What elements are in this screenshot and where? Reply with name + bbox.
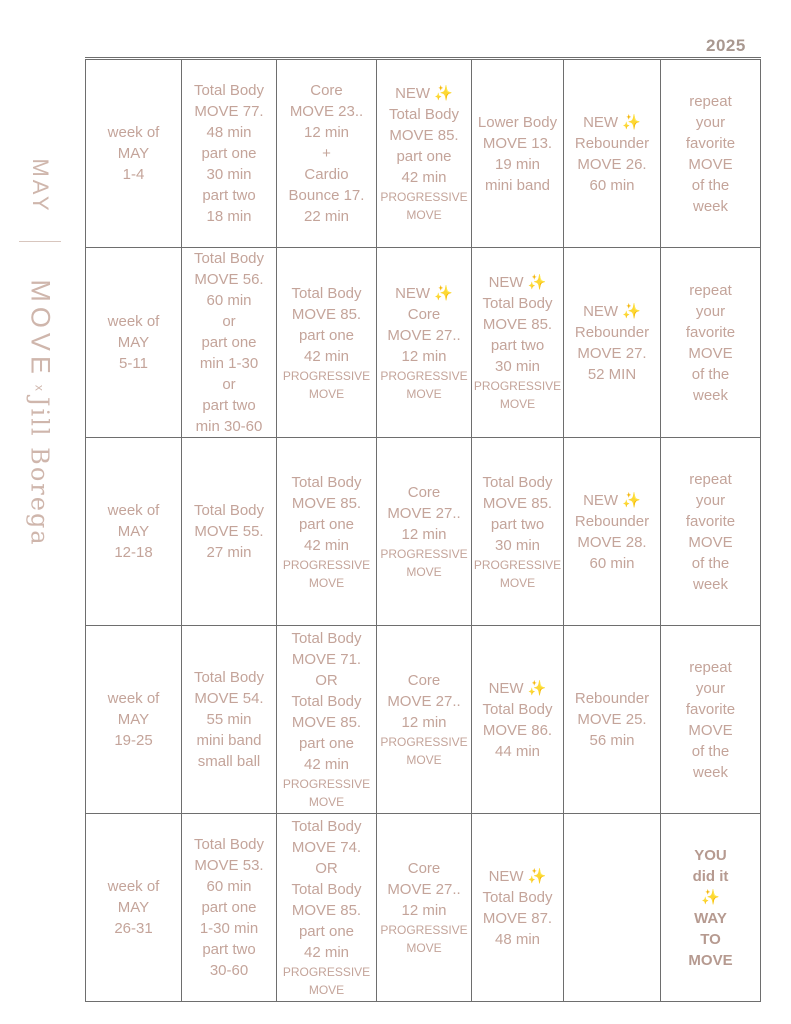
workout-line: 30 min bbox=[206, 166, 252, 183]
workout-line: NEW ✨ bbox=[488, 679, 547, 697]
workout-line: 30 min bbox=[494, 358, 541, 375]
sparkle-icon: ✨ bbox=[527, 867, 547, 885]
workout-line: Total Body bbox=[193, 836, 265, 853]
workout-line: MOVE 54. bbox=[194, 690, 264, 707]
workout-line: MOVE 85. bbox=[291, 305, 362, 323]
week-row bbox=[86, 438, 761, 626]
workout-line: MOVE 85. bbox=[291, 494, 362, 512]
workout-line: MOVE bbox=[308, 983, 345, 997]
workout-line: Rebounder bbox=[574, 134, 650, 152]
workout-line: small ball bbox=[197, 753, 261, 770]
workout-line: of the bbox=[691, 365, 730, 383]
workout-line: MOVE bbox=[688, 951, 733, 969]
workout-line: did it bbox=[692, 867, 729, 885]
week-label-line: week of bbox=[107, 502, 160, 519]
workout-line: MOVE bbox=[406, 386, 442, 401]
workout-line: Total Body bbox=[482, 700, 553, 718]
workout-line: 56 min bbox=[589, 732, 635, 749]
workout-line: 30 min bbox=[494, 536, 541, 554]
week-label bbox=[86, 626, 182, 814]
week-label-line: week of bbox=[107, 878, 160, 895]
workout-line: part one bbox=[298, 515, 355, 533]
workout-line: 12 min bbox=[401, 902, 447, 919]
workout-line: PROGRESSIVE bbox=[282, 965, 371, 979]
workout-line: MOVE 25. bbox=[577, 711, 647, 728]
workout-line: Total Body bbox=[291, 881, 362, 898]
sparkle-icon: ✨ bbox=[622, 491, 641, 509]
workout-cell bbox=[277, 60, 377, 248]
workout-calendar bbox=[85, 59, 761, 1002]
workout-line: part two bbox=[490, 337, 545, 354]
workout-line: MOVE bbox=[499, 575, 536, 590]
workout-line: 60 min bbox=[589, 554, 635, 572]
workout-line: part one bbox=[201, 334, 257, 351]
workout-line: NEW ✨ bbox=[488, 274, 547, 291]
workout-line: Total Body bbox=[291, 473, 362, 491]
workout-line: 60 min bbox=[206, 292, 252, 309]
workout-cell bbox=[377, 60, 472, 248]
workout-line: part one bbox=[201, 145, 257, 162]
workout-line: 30-60 bbox=[209, 962, 249, 979]
week-label bbox=[86, 814, 182, 1002]
workout-line: Core bbox=[407, 860, 441, 877]
workout-line: NEW ✨ bbox=[395, 85, 453, 102]
workout-line: 1-30 min bbox=[199, 920, 259, 937]
workout-line: PROGRESSIVE bbox=[380, 547, 468, 561]
workout-cell bbox=[472, 438, 564, 626]
workout-line: PROGRESSIVE bbox=[380, 190, 468, 204]
workout-cell bbox=[182, 248, 277, 438]
workout-line: MOVE 27.. bbox=[387, 505, 461, 522]
workout-line: of the bbox=[691, 176, 730, 194]
workout-line: MOVE 27. bbox=[577, 344, 647, 362]
workout-line: MOVE bbox=[688, 344, 733, 362]
workout-cell bbox=[472, 60, 564, 248]
workout-line: WAY bbox=[694, 909, 727, 927]
workout-line: Rebounder bbox=[574, 690, 650, 707]
workout-line: MOVE 26. bbox=[577, 155, 647, 173]
week-label-line: 1-4 bbox=[122, 166, 145, 183]
workout-line: MOVE 55. bbox=[194, 523, 264, 540]
workout-cell bbox=[661, 438, 761, 626]
sparkle-icon: ✨ bbox=[434, 284, 453, 302]
workout-line: or bbox=[222, 376, 236, 393]
workout-line: your bbox=[695, 491, 726, 509]
workout-line: PROGRESSIVE bbox=[282, 557, 371, 572]
workout-line: Total Body bbox=[291, 693, 362, 710]
workout-line: PROGRESSIVE bbox=[380, 923, 468, 937]
workout-cell bbox=[564, 438, 661, 626]
week-label-line: MAY bbox=[117, 899, 150, 916]
workout-line: Core bbox=[407, 672, 441, 689]
workout-line: repeat bbox=[689, 92, 732, 110]
workout-line: Cardio bbox=[304, 166, 349, 183]
sidebar-brand bbox=[25, 279, 56, 546]
workout-line: mini band bbox=[484, 176, 551, 194]
workout-line: MOVE bbox=[688, 533, 733, 551]
week-row bbox=[86, 60, 761, 248]
week-label-line: week of bbox=[107, 313, 160, 330]
workout-cell bbox=[661, 814, 761, 1002]
workout-line: Rebounder bbox=[574, 512, 650, 530]
workout-line: Total Body bbox=[193, 669, 265, 686]
workout-line: Total Body bbox=[388, 106, 460, 123]
workout-cell bbox=[277, 438, 377, 626]
workout-line: week bbox=[692, 197, 729, 215]
workout-line: of the bbox=[691, 554, 730, 572]
workout-line: week bbox=[692, 763, 729, 781]
workout-line: mini band bbox=[196, 732, 262, 749]
workout-line: MOVE 56. bbox=[194, 271, 264, 288]
workout-cell bbox=[182, 814, 277, 1002]
workout-cell bbox=[277, 248, 377, 438]
workout-line: 12 min bbox=[401, 714, 447, 731]
workout-line: 55 min bbox=[206, 711, 252, 728]
week-label-line: 5-11 bbox=[119, 355, 148, 372]
workout-line: MOVE 85. bbox=[482, 316, 553, 333]
workout-line: part one bbox=[201, 899, 257, 916]
sparkle-icon: ✨ bbox=[622, 302, 641, 320]
workout-line: your bbox=[695, 679, 726, 697]
workout-line: PROGRESSIVE bbox=[473, 557, 562, 572]
week-label-line: MAY bbox=[117, 523, 150, 540]
week-label bbox=[86, 60, 182, 248]
workout-line: your bbox=[695, 302, 726, 320]
workout-line: 12 min bbox=[401, 347, 447, 365]
workout-cell bbox=[182, 626, 277, 814]
workout-line: Total Body bbox=[193, 82, 265, 99]
workout-line: MOVE bbox=[308, 575, 345, 590]
workout-line: 60 min bbox=[589, 176, 635, 194]
workout-line: part one bbox=[298, 923, 355, 940]
workout-line: part two bbox=[202, 397, 256, 414]
workout-line: OR bbox=[315, 860, 338, 877]
workout-line: MOVE 27.. bbox=[387, 326, 461, 344]
year-label: 2025 bbox=[706, 36, 746, 55]
week-label-line: 12-18 bbox=[114, 544, 153, 561]
workout-line: 27 min bbox=[206, 544, 252, 561]
brand-move: MOVE bbox=[25, 279, 56, 379]
workout-line: OR bbox=[315, 672, 338, 689]
top-rule bbox=[85, 57, 761, 58]
sparkle-icon: ✨ bbox=[701, 888, 720, 906]
workout-line: Core bbox=[310, 82, 343, 99]
workout-line: favorite bbox=[685, 323, 736, 341]
sidebar-month: MAY bbox=[28, 158, 53, 214]
workout-line: PROGRESSIVE bbox=[282, 777, 371, 791]
workout-line: MOVE bbox=[406, 208, 442, 222]
workout-line: favorite bbox=[685, 700, 736, 718]
workout-line: 48 min bbox=[494, 930, 541, 948]
workout-line: PROGRESSIVE bbox=[473, 379, 562, 393]
workout-line: 60 min bbox=[206, 878, 252, 895]
workout-cell bbox=[564, 60, 661, 248]
workout-line: Bounce 17. bbox=[288, 187, 365, 204]
workout-line: min 30-60 bbox=[195, 418, 263, 435]
workout-line: Total Body bbox=[482, 888, 553, 906]
workout-line: part one bbox=[298, 735, 355, 752]
workout-cell bbox=[182, 60, 277, 248]
workout-line: TO bbox=[700, 930, 721, 948]
workout-line: part two bbox=[202, 187, 256, 204]
workout-line: part two bbox=[490, 515, 545, 533]
workout-cell bbox=[277, 814, 377, 1002]
week-row bbox=[86, 814, 761, 1002]
workout-line: MOVE 85. bbox=[291, 902, 362, 919]
workout-line: MOVE 77. bbox=[194, 103, 264, 120]
workout-cell bbox=[277, 626, 377, 814]
week-label-line: 26-31 bbox=[114, 920, 153, 937]
week-label-line: 19-25 bbox=[114, 732, 153, 749]
workout-line: repeat bbox=[689, 658, 732, 676]
workout-line: 48 min bbox=[206, 124, 252, 141]
workout-cell bbox=[377, 626, 472, 814]
workout-line: MOVE bbox=[308, 386, 345, 401]
workout-line: favorite bbox=[685, 512, 736, 530]
workout-line: NEW ✨ bbox=[488, 867, 547, 885]
workout-line: MOVE 85. bbox=[291, 714, 362, 731]
workout-line: 42 min bbox=[303, 347, 350, 365]
workout-line: favorite bbox=[685, 134, 736, 152]
workout-cell bbox=[661, 248, 761, 438]
workout-line: part two bbox=[202, 941, 256, 958]
workout-line: week bbox=[692, 386, 729, 404]
workout-line: repeat bbox=[689, 470, 732, 488]
workout-line: 12 min bbox=[401, 526, 447, 543]
workout-cell bbox=[564, 626, 661, 814]
workout-line: MOVE 87. bbox=[482, 909, 553, 927]
workout-cell bbox=[472, 814, 564, 1002]
workout-line: or bbox=[222, 313, 236, 330]
workout-cell bbox=[661, 60, 761, 248]
workout-line: MOVE 71. bbox=[291, 651, 362, 668]
week-row bbox=[86, 626, 761, 814]
workout-line: Lower Body bbox=[477, 113, 558, 131]
workout-cell bbox=[472, 626, 564, 814]
workout-line: Core bbox=[407, 305, 441, 323]
workout-line: Rebounder bbox=[574, 323, 650, 341]
workout-cell bbox=[564, 248, 661, 438]
workout-line: week bbox=[692, 575, 729, 593]
workout-line: repeat bbox=[689, 281, 732, 299]
workout-line: MOVE bbox=[499, 397, 536, 411]
workout-line bbox=[661, 887, 760, 908]
workout-line: Total Body bbox=[291, 818, 362, 835]
workout-line: MOVE 27.. bbox=[387, 693, 461, 710]
workout-cell bbox=[182, 438, 277, 626]
workout-line: 42 min bbox=[401, 169, 447, 186]
workout-line: 42 min bbox=[303, 944, 350, 961]
brand-name: Jill Borega bbox=[26, 396, 54, 547]
workout-cell bbox=[472, 248, 564, 438]
workout-line: min 1-30 bbox=[199, 355, 259, 372]
workout-line: Total Body bbox=[291, 630, 362, 647]
workout-line: Total Body bbox=[482, 473, 553, 491]
brand-x: x bbox=[33, 384, 47, 391]
week-label-line: MAY bbox=[117, 334, 150, 351]
workout-line: 19 min bbox=[494, 155, 541, 173]
workout-line: Total Body bbox=[193, 502, 265, 519]
workout-line: part one bbox=[298, 326, 355, 344]
workout-line: PROGRESSIVE bbox=[380, 368, 468, 383]
week-label bbox=[86, 438, 182, 626]
workout-line: MOVE bbox=[688, 155, 733, 173]
workout-line: MOVE bbox=[406, 753, 442, 767]
workout-line: 52 MIN bbox=[587, 365, 637, 383]
workout-line: Core bbox=[407, 484, 441, 501]
week-label-line: MAY bbox=[117, 145, 150, 162]
workout-line: 42 min bbox=[303, 536, 350, 554]
workout-line: Total Body bbox=[193, 250, 265, 267]
workout-cell bbox=[377, 248, 472, 438]
workout-line: MOVE 27.. bbox=[387, 881, 461, 898]
workout-line: 12 min bbox=[303, 124, 350, 141]
workout-line: MOVE 86. bbox=[482, 721, 553, 739]
workout-line: MOVE 74. bbox=[291, 839, 362, 856]
workout-line: MOVE 53. bbox=[194, 857, 264, 874]
sparkle-icon: ✨ bbox=[434, 85, 453, 102]
workout-line: 42 min bbox=[303, 756, 350, 773]
sparkle-icon: ✨ bbox=[527, 274, 547, 291]
workout-line: MOVE 28. bbox=[577, 533, 647, 551]
week-label-line: week of bbox=[107, 690, 160, 707]
workout-line: PROGRESSIVE bbox=[282, 368, 371, 383]
workout-line: YOU bbox=[694, 846, 727, 864]
workout-line: MOVE 13. bbox=[482, 134, 553, 152]
workout-line: of the bbox=[691, 742, 730, 760]
workout-line: + bbox=[322, 145, 331, 162]
workout-line: NEW ✨ bbox=[395, 284, 453, 302]
workout-cell bbox=[377, 814, 472, 1002]
workout-line: 44 min bbox=[494, 742, 541, 760]
workout-line: MOVE 85. bbox=[482, 494, 553, 512]
workout-line: MOVE bbox=[688, 721, 733, 739]
workout-line: MOVE 85. bbox=[389, 127, 459, 144]
workout-line: 18 min bbox=[206, 208, 252, 225]
workout-line: NEW ✨ bbox=[583, 491, 641, 509]
workout-line: MOVE bbox=[406, 941, 442, 955]
workout-line: your bbox=[695, 113, 726, 131]
week-label bbox=[86, 248, 182, 438]
sparkle-icon: ✨ bbox=[527, 679, 547, 697]
workout-line: MOVE 23.. bbox=[289, 103, 364, 120]
week-row bbox=[86, 248, 761, 438]
workout-line: NEW ✨ bbox=[583, 113, 641, 131]
workout-line: MOVE bbox=[308, 795, 345, 809]
workout-line: Total Body bbox=[482, 295, 553, 312]
workout-cell bbox=[564, 814, 661, 1002]
week-label-line: week of bbox=[107, 124, 160, 141]
workout-line: part one bbox=[396, 148, 452, 165]
sidebar-divider bbox=[19, 241, 61, 242]
workout-line: MOVE bbox=[406, 565, 442, 579]
sparkle-icon: ✨ bbox=[622, 113, 641, 131]
workout-cell bbox=[377, 438, 472, 626]
workout-cell bbox=[661, 626, 761, 814]
workout-line: 22 min bbox=[303, 208, 350, 225]
workout-line: NEW ✨ bbox=[583, 302, 641, 320]
workout-line: PROGRESSIVE bbox=[380, 735, 468, 749]
week-label-line: MAY bbox=[117, 711, 150, 728]
workout-line: Total Body bbox=[291, 284, 362, 302]
